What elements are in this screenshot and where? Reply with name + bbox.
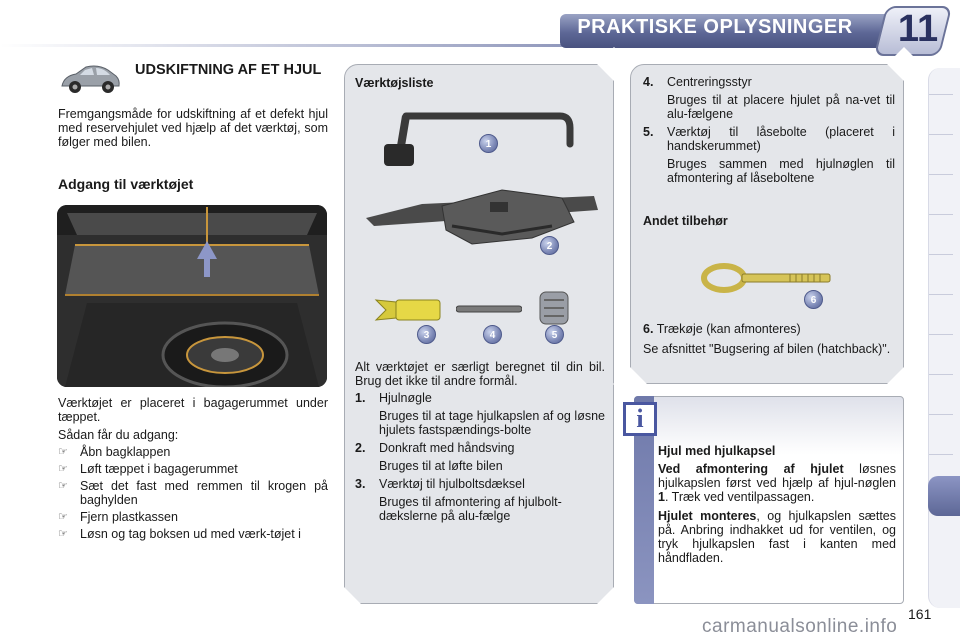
chapter-tab-active[interactable] bbox=[928, 476, 960, 516]
finger-pointer-icon: ☞ bbox=[58, 528, 68, 540]
section-title: UDSKIFTNING AF ET HJUL bbox=[135, 62, 322, 78]
list-item: ☞ Åbn bagklappen bbox=[58, 445, 171, 459]
tool-badge-6: 6 bbox=[804, 290, 823, 309]
trunk-photo bbox=[57, 205, 327, 387]
chapter-number: 11 bbox=[897, 8, 939, 50]
tool-note: Alt værktøjet er særligt beregnet til din bil. Brug det ikke til andre formål. bbox=[355, 360, 605, 388]
tool-badge-1: 1 bbox=[479, 134, 498, 153]
tool-badge-3: 3 bbox=[417, 325, 436, 344]
info-icon: i bbox=[623, 402, 657, 436]
list-item: ☞ Løft tæppet i bagagerummet bbox=[58, 462, 238, 476]
list-item: 5. Værktøj til låsebolte (placeret i handskerummet) bbox=[643, 125, 895, 153]
tool-badge-5: 5 bbox=[545, 325, 564, 344]
locking-bolt-tool-icon bbox=[536, 288, 572, 328]
list-item: ☞ Fjern plastkassen bbox=[58, 510, 178, 524]
finger-pointer-icon: ☞ bbox=[58, 511, 68, 523]
chapter-tab-strip bbox=[928, 68, 960, 608]
bolt-cover-tool-icon bbox=[374, 292, 444, 328]
tool-badge-2: 2 bbox=[540, 236, 559, 255]
access-label: Sådan får du adgang: bbox=[58, 428, 179, 442]
tool-badge-4: 4 bbox=[483, 325, 502, 344]
placement-text: Værktøjet er placeret i bagagerummet under tæppet. bbox=[58, 396, 328, 424]
info-text: Hjul med hjulkapsel Ved afmontering af hjulet løsnes hjulkapslen først ved hjælp af hjul-nøglen 1. Træk ved ventilpassagen. Hjulet monteres, og hjulkapslen sættes på. Anbring indhakket ud for ventilen, og tryk hjulkapslen fast i kanten med håndfladen. bbox=[658, 444, 896, 565]
intro-text: Fremgangsmåde for udskiftning af et defekt hjul med reservehjulet ved hjælp af det værktøj, som følger med bilen. bbox=[58, 107, 328, 149]
page-header bbox=[0, 0, 960, 58]
list-item: ☞ Løsn og tag boksen ud med værk-tøjet i bbox=[58, 527, 301, 541]
list-item: 2. Donkraft med håndsving bbox=[355, 441, 515, 455]
jack-icon bbox=[362, 182, 602, 254]
access-instructions bbox=[58, 396, 328, 541]
page-number: 161 bbox=[908, 606, 932, 622]
info-title: Hjul med hjulkapsel bbox=[658, 444, 776, 458]
finger-pointer-icon: ☞ bbox=[58, 480, 68, 492]
tool-list-right: 4. Centreringsstyr Bruges til at placere hjulet på na-vet til alu-fælgene 5. Værktøj til låsebolte (placeret i handskerummet) Bruges sammen med hjulnøglen til afmontering af låseboltene bbox=[643, 75, 895, 185]
page-title: PRAKTISKE OPLYSNINGER bbox=[577, 16, 853, 38]
list-item: 4. Centreringsstyr bbox=[643, 75, 752, 89]
towing-eye-text: 6. Trækøje (kan afmonteres) Se afsnittet "Bugsering af bilen (hatchback)". bbox=[643, 322, 891, 356]
tool-list-center: Alt værktøjet er særligt beregnet til din bil. Brug det ikke til andre formål. 1. Hjulnøgle Bruges til at tage hjulkapslen af og løsne hjulets fastspændings-bolte 2. Donkraft med håndsving Bruges til at løfte bilen 3. Værktøj til hjulboltsdæksel Bruges til afmontering af hjulbolt-dækslerne på alu-fælge bbox=[355, 360, 605, 523]
centering-guide-icon bbox=[456, 302, 522, 316]
subheading: Adgang til værktøjet bbox=[58, 176, 194, 192]
list-item: 3. Værktøj til hjulboltsdæksel bbox=[355, 477, 525, 491]
tool-list-title: Værktøjsliste bbox=[355, 76, 434, 90]
finger-pointer-icon: ☞ bbox=[58, 446, 68, 458]
list-item: ☞ Sæt det fast med remmen til krogen på baghylden bbox=[58, 479, 328, 507]
watermark: carmanualsonline.info bbox=[702, 616, 898, 637]
car-icon bbox=[58, 62, 122, 96]
other-accessories-title: Andet tilbehør bbox=[643, 214, 728, 228]
finger-pointer-icon: ☞ bbox=[58, 463, 68, 475]
header-rule bbox=[0, 44, 600, 47]
list-item: 1. Hjulnøgle bbox=[355, 391, 432, 405]
